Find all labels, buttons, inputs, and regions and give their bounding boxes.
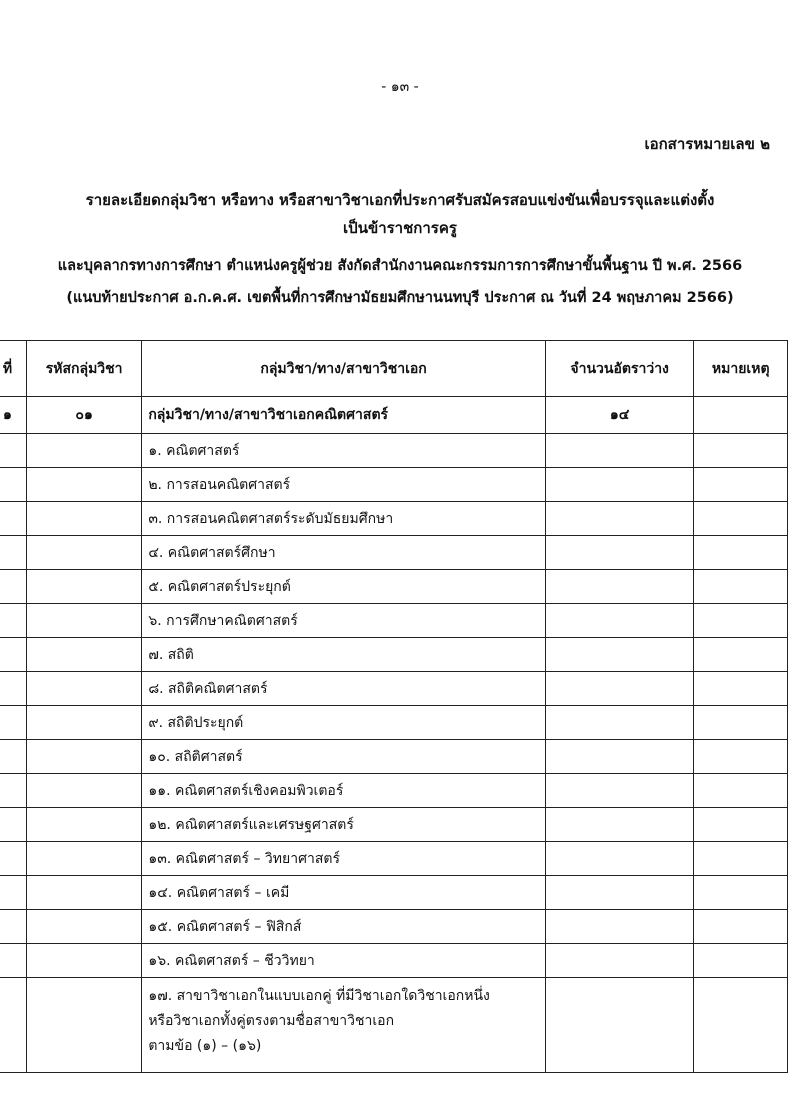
major-name: ๓. การสอนคณิตศาสตร์ระดับมัธยมศึกษา [142, 502, 546, 536]
group-row [0, 397, 788, 434]
table-row [0, 638, 788, 672]
major-name: ๖. การศึกษาคณิตศาสตร์ [142, 604, 546, 638]
table-row [0, 944, 788, 978]
major-name: ๕. คณิตศาสตร์ประยุกต์ [142, 570, 546, 604]
table-row [0, 876, 788, 910]
major-name: ๙. สถิติประยุกต์ [142, 706, 546, 740]
header-code: รหัสกลุ่มวิชา [26, 341, 141, 397]
table-row [0, 842, 788, 876]
heading-line-3: และบุคลากรทางการศึกษา ตำแหน่งครูผู้ช่วย สังกัดสำนักงานคณะกรรมการการศึกษาขั้นพื้นฐาน ปี พ.ศ. 2566 [57, 258, 743, 274]
heading-line-1: รายละเอียดกลุ่มวิชา หรือทาง หรือสาขาวิชาเอกที่ประกาศรับสมัครสอบแข่งขันเพื่อบรรจุและแต่งตั้ง [85, 191, 715, 209]
heading-line-4: (แนบท้ายประกาศ อ.ก.ค.ศ. เขตพื้นที่การศึกษามัธยมศึกษานนทบุรี ประกาศ ณ วันที่ 24 พฤษภาคม 2566) [66, 290, 734, 306]
major-name: ๔. คณิตศาสตร์ศึกษา [142, 536, 546, 570]
header-count: จำนวนอัตราว่าง [545, 341, 694, 397]
major-name-last [142, 978, 546, 1073]
group-count: ๑๔ [545, 397, 694, 434]
table-row [0, 536, 788, 570]
table-row [0, 468, 788, 502]
major-last-line-1: ๑๗. สาขาวิชาเอกในแบบเอกคู่ ที่มีวิชาเอกใดวิชาเอกหนึ่ง [148, 988, 490, 1004]
major-name: ๑. คณิตศาสตร์ [142, 434, 546, 468]
major-name: ๑๔. คณิตศาสตร์ – เคมี [142, 876, 546, 910]
header-no: ที่ [0, 341, 26, 397]
table-row [0, 604, 788, 638]
page-number: - ๑๓ - [381, 79, 419, 95]
major-name: ๗. สถิติ [142, 638, 546, 672]
major-last-line-2: หรือวิชาเอกทั้งคู่ตรงตามชื่อสาขาวิชาเอก [148, 1013, 395, 1029]
major-name: ๑๐. สถิติศาสตร์ [142, 740, 546, 774]
table-row-last [0, 978, 788, 1073]
table-row [0, 910, 788, 944]
major-name: ๑๖. คณิตศาสตร์ – ชีววิทยา [142, 944, 546, 978]
document-reference: เอกสารหมายเลข ๒ [644, 135, 770, 153]
group-no: ๑ [0, 397, 26, 434]
major-name: ๑๕. คณิตศาสตร์ – ฟิสิกส์ [142, 910, 546, 944]
table-row [0, 774, 788, 808]
table-row [0, 706, 788, 740]
heading-line-2: เป็นข้าราชการครู [343, 219, 457, 237]
major-name: ๑๑. คณิตศาสตร์เชิงคอมพิวเตอร์ [142, 774, 546, 808]
group-note [694, 397, 788, 434]
major-name: ๑๒. คณิตศาสตร์และเศรษฐศาสตร์ [142, 808, 546, 842]
major-name: ๑๓. คณิตศาสตร์ – วิทยาศาสตร์ [142, 842, 546, 876]
major-name: ๘. สถิติคณิตศาสตร์ [142, 672, 546, 706]
table-row [0, 808, 788, 842]
table-row [0, 502, 788, 536]
table-header-row [0, 341, 788, 397]
group-code: ๐๑ [26, 397, 141, 434]
table-row [0, 740, 788, 774]
header-note: หมายเหตุ [694, 341, 788, 397]
table-row [0, 672, 788, 706]
group-name: กลุ่มวิชา/ทาง/สาขาวิชาเอกคณิตศาสตร์ [142, 397, 546, 434]
table-row [0, 434, 788, 468]
subjects-table [0, 340, 788, 1073]
major-last-line-3: ตามข้อ (๑) – (๑๖) [148, 1038, 262, 1054]
table-row [0, 570, 788, 604]
major-name: ๒. การสอนคณิตศาสตร์ [142, 468, 546, 502]
header-name: กลุ่มวิชา/ทาง/สาขาวิชาเอก [142, 341, 546, 397]
